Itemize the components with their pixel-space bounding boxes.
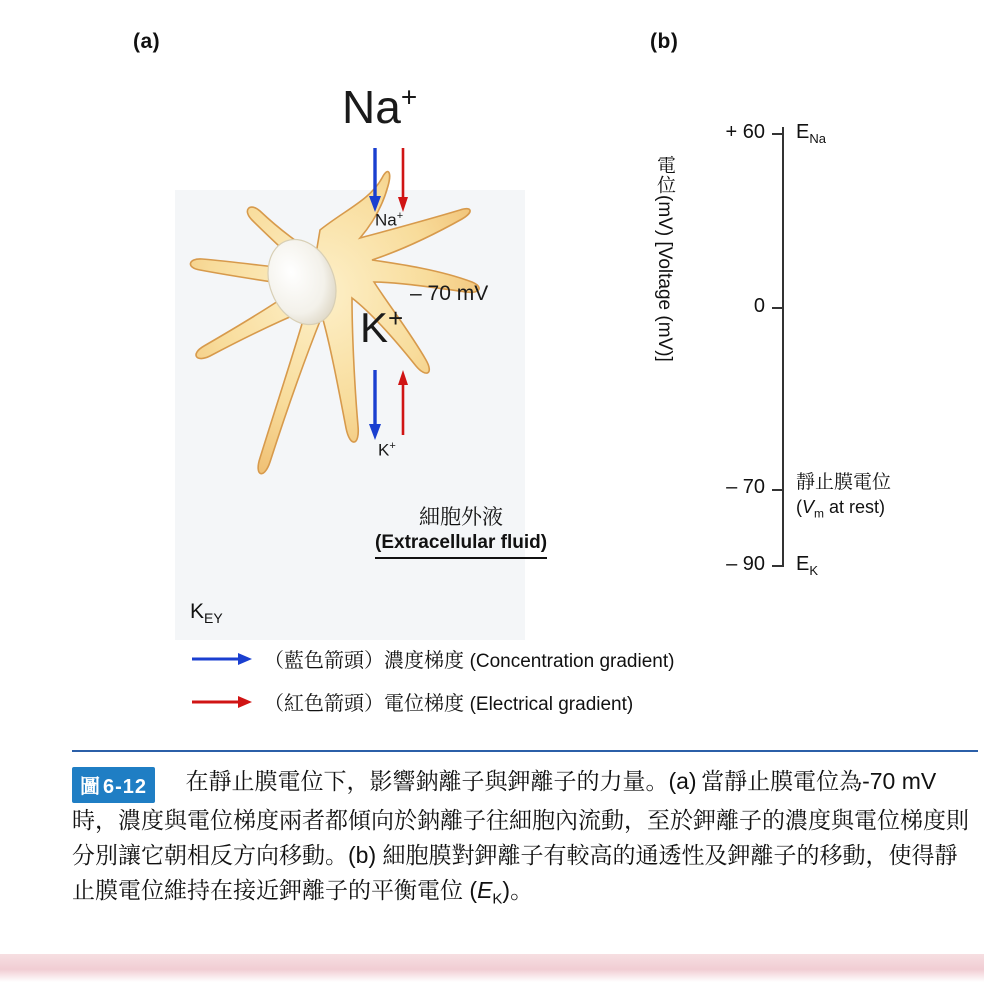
voltage-axis-title-en: (mV) [Voltage (mV)] [654,195,675,362]
membrane-potential-label: – 70 mV [410,282,489,305]
blue-arrow-icon [190,650,256,668]
legend [190,600,890,730]
panel-b-label: (b) [650,30,679,53]
resting-potential-label-cn: 靜止膜電位 [796,472,892,493]
sodium-label-small: Na+ [375,210,404,230]
extracellular-fluid-label [375,505,547,559]
tick-value-0: 0 [753,295,765,317]
tick-mark-60 [772,133,784,135]
resting-potential-label [796,471,891,522]
figure-caption [72,750,978,911]
tick-mark-0 [772,307,784,309]
legend-row-concentration [190,644,890,673]
panel-b-voltage-scale [600,95,960,615]
red-arrow-icon [190,693,256,711]
voltage-axis-title-cn: 電位 [654,155,675,195]
legend-row-electrical [190,687,890,716]
legend-title: $K_{EY}$ [190,600,223,627]
tick-mark-minus90 [772,565,784,567]
page-bottom-strip [0,954,984,982]
resting-potential-label-en: ($V_m$ at rest) [796,496,886,521]
caption-lead: 在靜止膜電位下，影響鈉離子與鉀離子的力量。(a) [185,768,697,794]
potassium-label-small: K+ [378,440,396,460]
extracellular-fluid-label-en: (Extracellular fluid) [375,531,547,559]
sodium-label-large: Na+ [342,81,418,133]
tick-value-60: + 60 [725,121,765,143]
figure-number-badge: 圖 6-12 [72,767,155,803]
tick-value-minus70: – 70 [726,476,765,498]
caption-body: 當靜止膜電位為-70 mV時，濃度與電位梯度兩者都傾向於鈉離子往細胞內流動，至於鉀離子的濃度與電位梯度則分別讓它朝相反方向移動。(b) 細胞膜對鉀離子有較高的通透性及鉀離子的移動，使得靜止膜電位維持在接近鉀離子的平衡電位 $(E_K)$。 [72,768,969,908]
tick-label-ek: $E_K$ [796,553,819,578]
panel-a-label: (a) [133,30,161,53]
legend-label-electrical: （紅色箭頭）電位梯度 (Electrical gradient) [264,693,634,716]
tick-value-minus90: – 90 [726,553,765,575]
tick-label-ena: $E_{Na}$ [796,121,826,146]
voltage-axis-title [646,155,674,555]
voltage-axis-line [782,127,784,567]
potassium-label-large: K+ [360,303,404,351]
tick-mark-minus70 [772,489,784,491]
extracellular-fluid-label-cn: 細胞外液 [419,506,504,529]
panel-a-cell-diagram [120,60,580,590]
legend-label-concentration: （藍色箭頭）濃度梯度 (Concentration gradient) [264,650,675,673]
